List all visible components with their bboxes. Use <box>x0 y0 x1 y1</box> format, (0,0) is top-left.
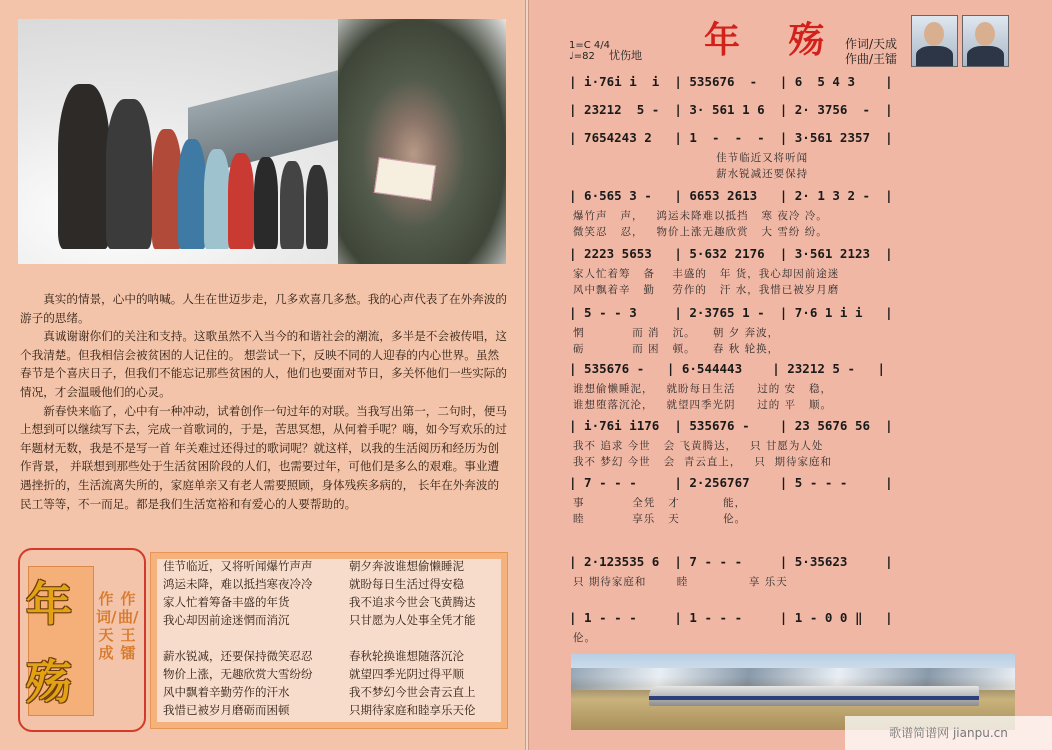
score-row: | 2223 5653 | 5·632 2176 | 3·561 2123 | <box>569 246 893 261</box>
lyric-row-verse-2: 我不 梦幻 今世 会 青云直上， 只 期待家庭和 <box>573 456 833 468</box>
crowd-image <box>48 79 338 249</box>
lyric-line: 家人忙着筹备丰盛的年货 <box>163 595 290 609</box>
lyric-line: 物价上涨，无趣欣赏大雪纷纷 <box>163 667 313 681</box>
lyric-line: 只甘愿为人处事全凭才能 <box>349 613 476 627</box>
lyric-line: 我心却因前途迷惘而消沉 <box>163 613 290 627</box>
essay-paragraph-2: 真诚谢谢你们的关注和支持。这歌虽然不入当今的和谐社会的潮流，多半是不会被传唱，这个我清楚。但我相信会被贫困的人记住的。 想尝试一下，反映不同的人迎春的内心世界。虽然春节是个喜庆日子，但我们不能忘记那些贫困的人，他们也要面对节日，多关怀他们一些实际的情况，才会温暖他们的心灵。 <box>20 329 507 399</box>
lyric-line: 佳节临近，又将听闻爆竹声声 <box>163 559 313 573</box>
lyric-line: 就盼每日生活过得安稳 <box>349 577 464 591</box>
sheet-composer: 作曲/王镭 <box>845 52 898 66</box>
lyric-row-verse-2: 微笑忍 忍， 物价上涨无趣欣赏 大 雪纷 纷。 <box>573 226 828 238</box>
lyric-line: 薪水锐减，还要保持微笑忍忍 <box>163 649 313 663</box>
left-page <box>0 0 525 750</box>
score-row: | 2·123535 6 | 7 - - - | 5·35623 | <box>569 554 893 569</box>
lyrics-column-2 <box>349 557 476 719</box>
lyrics-box <box>150 552 508 729</box>
score-row: | 7654243 2 | 1 - - - | 3·561 2357 | <box>569 130 893 145</box>
lyric-row-verse-1: 事 全凭 才 能， <box>573 497 747 509</box>
score-row: | 1 - - - | 1 - - - | 1 - 0 0 ‖ | <box>569 610 893 625</box>
hooded-man-image <box>338 19 506 264</box>
lyric-row-verse-1: 惘 而 消 沉。 朝 夕 奔波， <box>573 327 780 339</box>
lyric-row-verse-1: 谁想偷懒睡泥， 就盼每日生活 过的 安 稳， <box>573 383 833 395</box>
lyric-row-verse-2: 薪水锐减还要保持 <box>573 168 809 180</box>
lyric-line: 我惜已被岁月磨砺而困顿 <box>163 703 290 717</box>
badge-lyricist-credit: 作词/天成 <box>96 590 117 662</box>
song-title: 年 殇 <box>704 19 843 61</box>
lyric-line: 鸿运未降，难以抵挡寒夜冷冷 <box>163 577 313 591</box>
score-row: | 6·565 3 - | 6653 2613 | 2· 1 3 2 - | <box>569 188 893 203</box>
lyric-line: 春秋轮换谁想随落沉沦 <box>349 649 464 663</box>
lyric-row-verse-1: 爆竹声 声， 鸿运未降难以抵挡 寒 夜冷 冷。 <box>573 210 828 222</box>
lyric-line: 我不梦幻今世会青云直上 <box>349 685 476 699</box>
lyric-row-verse-2: 砺 而 困 顿。 春 秋 轮换， <box>573 343 780 355</box>
lyric-line: 就望四季光阴过得平顺 <box>349 667 464 681</box>
lyric-row-verse-2: 睦 享乐 天 伦。 <box>573 513 747 525</box>
badge-composer-credit: 作曲/王镭 <box>118 590 139 662</box>
score-row: | 5 - - 3 | 2·3765 1 - | 7·6 1 i i | <box>569 305 893 320</box>
sheet-credits <box>845 37 897 67</box>
lyric-row-verse-1: 伦。 <box>573 632 596 644</box>
tempo-marking: 忧伤地 <box>609 49 642 62</box>
composer-portrait <box>962 15 1009 67</box>
title-badge <box>18 548 146 732</box>
site-watermark: 歌谱简谱网 jianpu.cn <box>845 716 1052 750</box>
badge-title-char-2: 殇 <box>26 655 72 709</box>
travelers-photo <box>18 19 506 264</box>
lyricist-portrait <box>911 15 958 67</box>
lyric-row-verse-1: 家人忙着筹 备 丰盛的 年 货，我心却因前途迷 <box>573 268 840 280</box>
lyric-line: 我不追求今世会飞黄腾达 <box>349 595 476 609</box>
lyric-line: 风中飘着辛勤劳作的汗水 <box>163 685 290 699</box>
sheet-lyricist: 作词/天成 <box>845 37 898 51</box>
key-signature: 1=C 4/4 ♩=82 <box>569 40 610 62</box>
essay-paragraph-1: 真实的情景，心中的呐喊。人生在世迈步走，几多欢喜几多愁。我的心声代表了在外奔波的游子的思绪。 <box>20 292 507 325</box>
essay-paragraph-3: 新春快来临了，心中有一种冲动，试着创作一句过年的对联。当我写出第一，二句时，便马上想到可以继续写下去，完成一首歌词的，于是，苦思冥想，从何着手呢？嗨，如今写欢乐的过年题材无数，我是不是写一首 年关难过还得过的歌词呢？就这样，以我的生活阅历和经历为创作背景， 并联想到那些处于生活贫困阶段的人们，也需要过年，可他们是多么的艰难。事业遭遇挫折的，生活流离失所的，家庭单亲又有老人需要照顾，身体残疾多病的， 长年在外奔波的民工等等，不一而足。都是我们生活宽裕和有爱心的人要帮助的。 <box>20 403 507 511</box>
score-row: | 535676 - | 6·544443 | 23212 5 - | <box>569 361 886 376</box>
lyric-line: 朝夕奔波谁想偷懒睡泥 <box>349 559 464 573</box>
essay-text <box>20 290 510 513</box>
lyrics-column-1 <box>163 557 313 719</box>
lyric-row-verse-1: 只 期待家庭和 睦 享 乐天 <box>573 576 788 588</box>
lyric-row-verse-2: 谁想堕落沉沦， 就望四季光阴 过的 平 顺。 <box>573 399 833 411</box>
lyric-row-verse-1: 我不 追求 今世 会 飞黄腾达， 只 甘愿为人处 <box>573 440 824 452</box>
score-row: | i·76i i176 | 535676 - | 23 5676 56 | <box>569 418 893 433</box>
lyric-row-verse-2: 风中飘着辛 勤 劳作的 汗 水，我惜已被岁月磨 <box>573 284 840 296</box>
lyric-row-verse-1: 佳节临近又将听闻 <box>573 152 809 164</box>
score-row: | i·76i i i | 535676 - | 6 5 4 3 | <box>569 74 893 89</box>
score-row: | 23212 5 - | 3· 561 1 6 | 2· 3756 - | <box>569 102 893 117</box>
right-page <box>529 0 1052 750</box>
score-row: | 7 - - - | 2·256767 | 5 - - - | <box>569 475 893 490</box>
lyric-line: 只期待家庭和睦享乐天伦 <box>349 703 476 717</box>
badge-title-char-1: 年 <box>26 577 72 631</box>
